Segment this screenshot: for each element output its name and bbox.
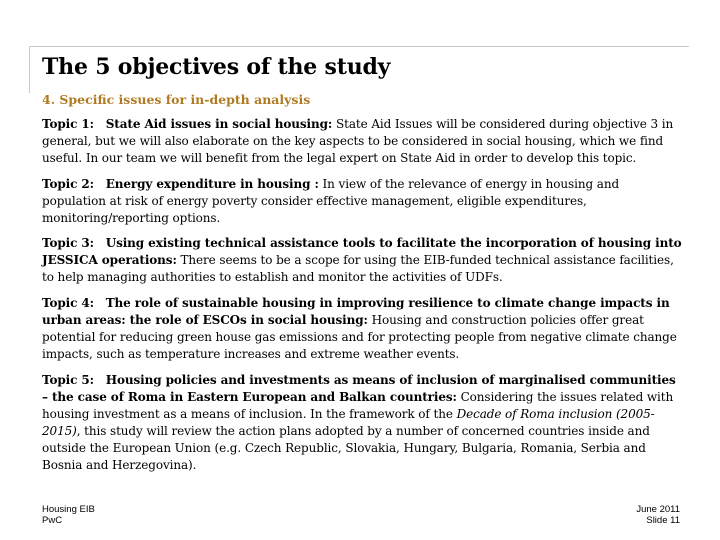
topic-number: Topic 2: [42,177,94,191]
topic-5 [42,372,682,474]
footer-date: June 2011 [636,504,680,515]
topic-body-italic: Decade of Roma inclusion (2005-2015) [42,407,655,438]
topic-number: Topic 4: [42,296,94,310]
topic-heading: Energy expenditure in housing : [105,177,319,191]
topic-heading: State Aid issues in social housing: [105,117,333,131]
topic-number: Topic 5: [42,373,94,387]
topic-heading: Housing policies and investments as means of inclusion of marginalised communities – the case of Roma in Eastern European and Balkan countries: [42,373,676,404]
topic-body-after: , this study will review the action plans adopted by a number of concerned countries inside and outside the European Union (e.g. Czech Republic, Slovakia, Hungary, Bulgaria, Romania, Serbia and Bosnia and Herzegovina). [42,424,650,472]
frame-horizontal-line [29,46,689,47]
topic-number: Topic 1: [42,117,94,131]
topic-4 [42,295,682,363]
footer-company: PwC [42,515,63,526]
topic-body: In view of the relevance of energy in housing and population at risk of energy poverty consider effective management, eligible expenditures, monitoring/reporting options. [42,177,620,225]
topic-heading: The role of sustainable housing in improving resilience to climate change impacts in urban areas: the role of ESCOs in social housing: [42,296,670,327]
topic-heading: Using existing technical assistance tools to facilitate the incorporation of housing into JESSICA operations: [42,236,682,267]
topic-2 [42,176,682,227]
footer-left [42,504,95,526]
footer-slide-number: Slide 11 [646,515,680,526]
slide-title: The 5 objectives of the study [42,54,391,80]
footer-right [636,504,680,526]
topic-body-before: Considering the issues related with housing investment as a means of inclusion. In the framework of the [42,390,674,421]
topic-body: There seems to be a scope for using the EIB-funded technical assistance facilities, to help managing authorities to establish and monitor the activities of UDFs. [42,253,674,284]
topic-1 [42,116,682,167]
topic-body: State Aid Issues will be considered during objective 3 in general, but we will also elaborate on the key aspects to be considered in social housing, which we find useful. In our team we will benefit from the legal expert on State Aid in order to develop this topic. [42,117,674,165]
topic-number: Topic 3: [42,236,94,250]
slide-subtitle: 4. Specific issues for in-depth analysis [42,92,311,107]
footer-client: Housing EIB [42,504,95,515]
frame-vertical-line [29,46,30,93]
topic-body: Housing and construction policies offer great potential for reducing green house gas emissions and for protecting people from negative climate change impacts, such as temperature increases and extreme weather events. [42,313,677,361]
topic-3 [42,235,682,286]
topics-list [42,116,682,483]
